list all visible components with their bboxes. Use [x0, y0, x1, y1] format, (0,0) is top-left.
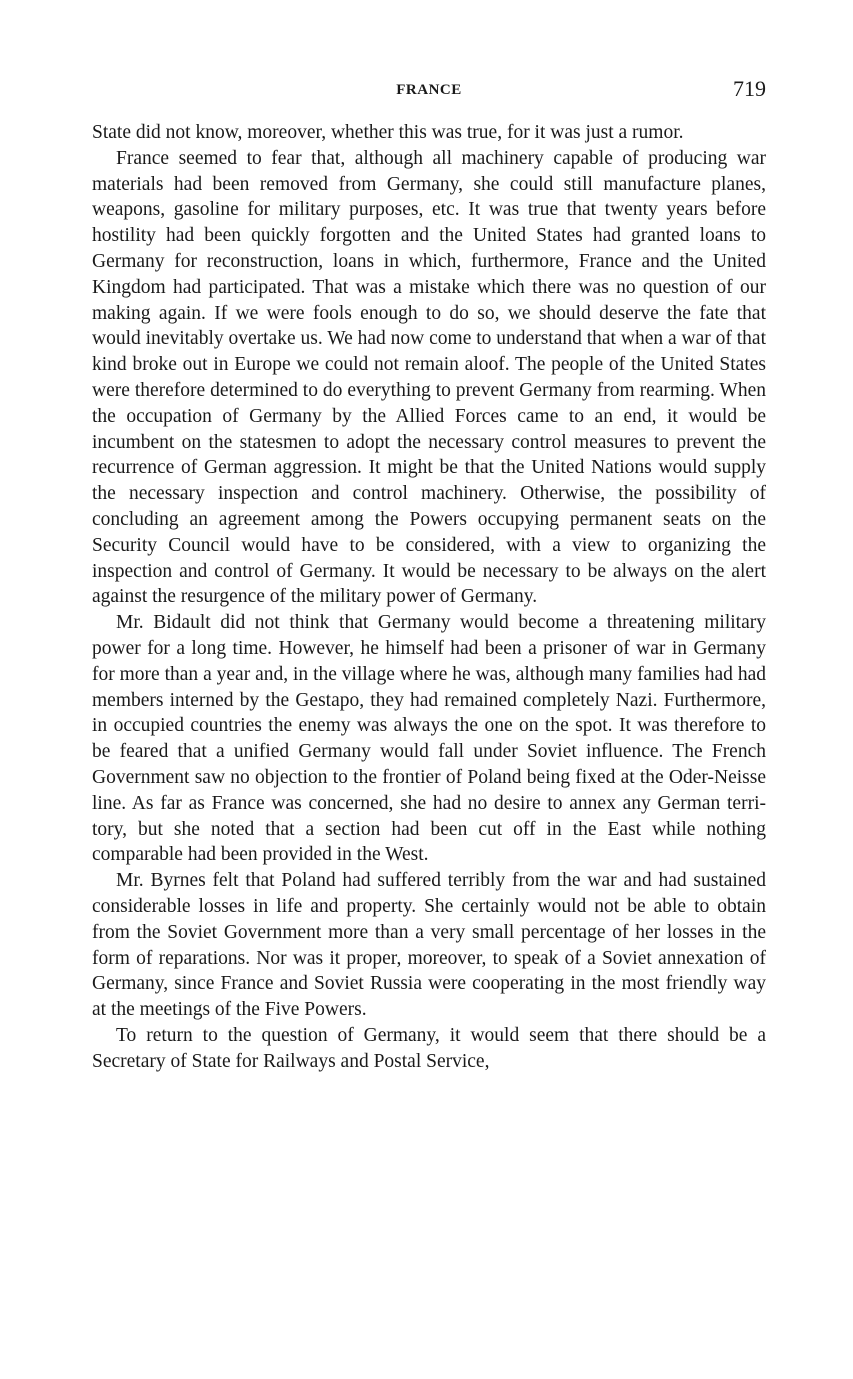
running-title: FRANCE — [396, 82, 462, 98]
paragraph: France seemed to fear that, although all machinery capable of producing war materials had been removed from Germany, she could still manufacture planes, weapons, gasoline for military purposes, etc. It was true that twenty years before hostility had been quickly forgotten and the United States had granted loans to Germany for reconstruction, loans in which, furthermore, France and the United Kingdom had participated. That was a mistake which there was no question of our making again. If we were fools enough to do so, we should deserve the fate that would inevitably overtake us. We had now come to understand that when a war of that kind broke out in Europe we could not remain aloof. The people of the United States were therefore determined to do everything to prevent Germany from rearming. When the occupation of Germany by the Allied Forces came to an end, it would be incumbent on the statesmen to adopt the necessary control measures to prevent the recurrence of German aggression. It might be that the United Nations would supply the necessary inspection and control machinery. Otherwise, the possibility of concluding an agreement among the Powers occupying permanent seats on the Security Council would have to be considered, with a view to organizing the inspection and control of Germany. It would be necessary to be always on the alert against the resurgence of the military power of Germany. — [92, 147, 766, 608]
running-head — [92, 76, 766, 106]
paragraph: Mr. Byrnes felt that Poland had suffered terribly from the war and had sustained considerable losses in life and property. She certainly would not be able to obtain from the Soviet Government more than a very small percentage of her losses in the form of reparations. Nor was it proper, moreover, to speak of a Soviet annexation of Germany, since France and Soviet Russia were cooperating in the most friendly way at the meetings of the Five Powers. — [92, 870, 766, 1021]
paragraph-continuation: State did not know, moreover, whether this was true, for it was just a rumor. — [92, 122, 684, 143]
body-text — [92, 120, 766, 1074]
paragraph: Mr. Bidault did not think that Germany would become a threatening military power for a long time. However, he himself had been a prisoner of war in Germany for more than a year and, in the village where he was, although many families had had members interned by the Gestapo, they had remained completely Nazi. Furthermore, in occupied countries the enemy was always the one on the spot. It was therefore to be feared that a unified Germany would fall under Soviet influence. The French Government saw no objection to the frontier of Poland being fixed at the Oder-Neisse line. As far as France was concerned, she had no desire to annex any German territory, but she noted that a section had been cut off in the East while nothing comparable had been provided in the West. — [92, 612, 766, 866]
page-number: 719 — [733, 76, 766, 101]
paragraph: To return to the question of Germany, it would seem that there should be a Secretary of State for Railways and Postal Service, — [92, 1024, 766, 1072]
